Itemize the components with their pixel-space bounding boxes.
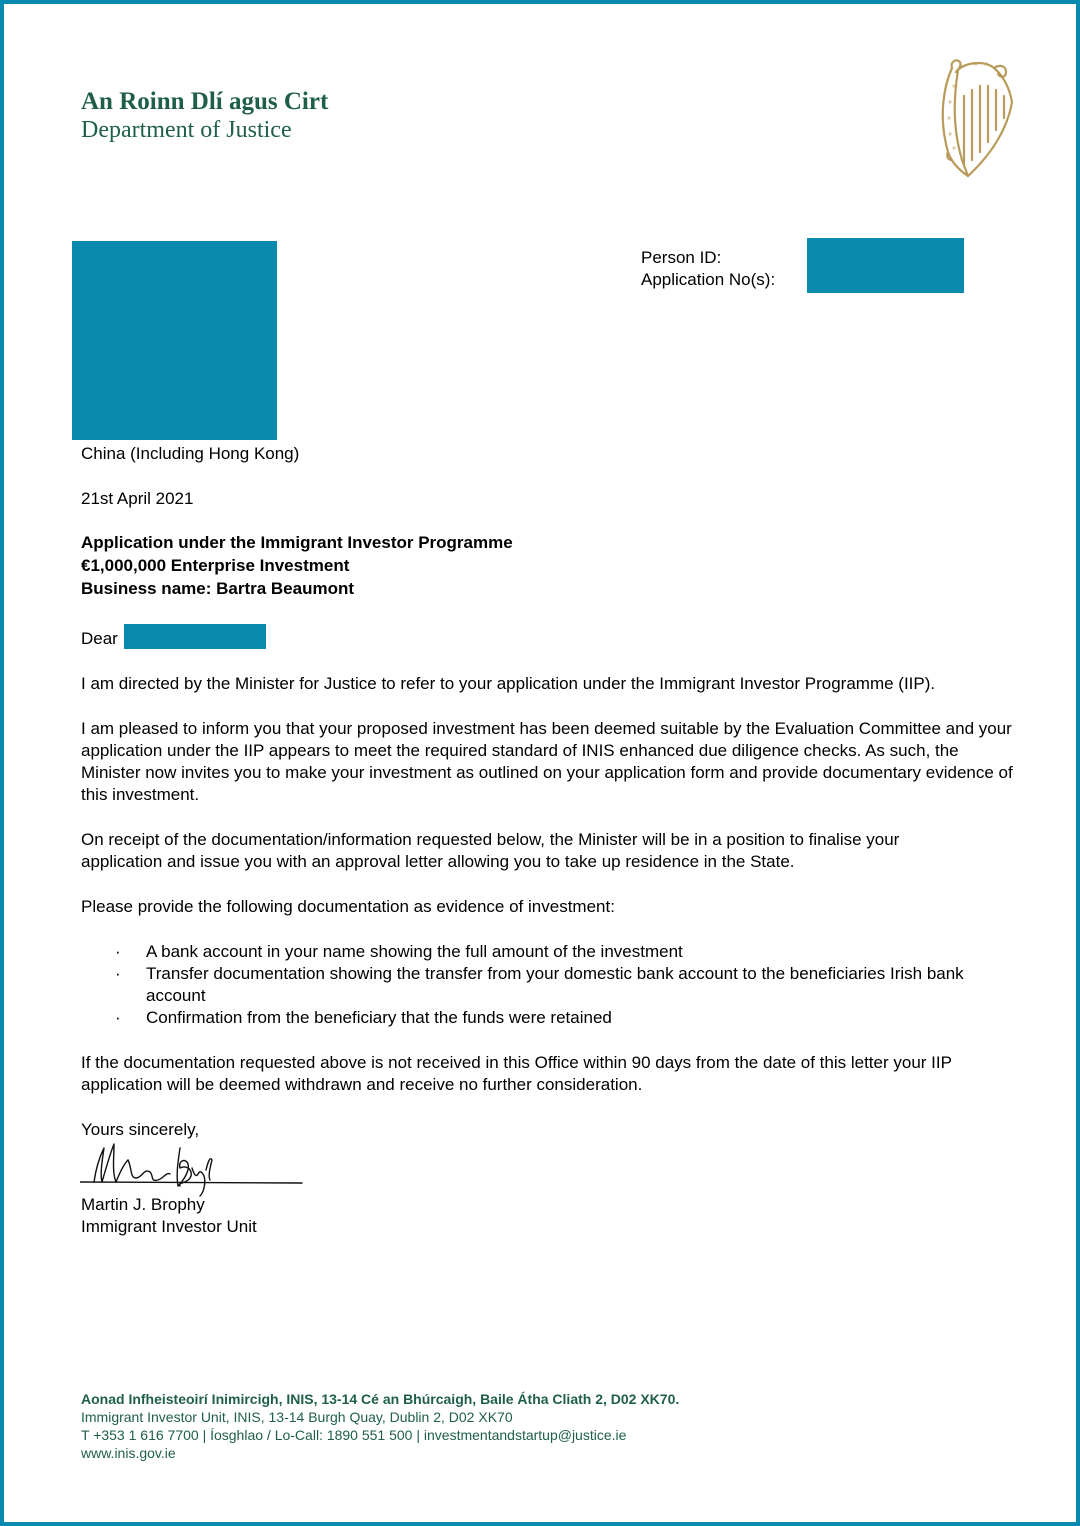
bullet-item: Confirmation from the beneficiary that the funds were retained bbox=[146, 1008, 612, 1027]
body-paragraph-1: I am directed by the Minister for Justice to refer to your application under the Immigrant Investor Programme (IIP). bbox=[81, 674, 936, 693]
salutation: Dear bbox=[81, 629, 118, 648]
signatory-name: Martin J. Brophy bbox=[81, 1195, 205, 1214]
department-name-irish: An Roinn Dlí agus Cirt bbox=[81, 88, 329, 115]
redacted-address-block bbox=[72, 241, 277, 440]
footer-address-irish: Aonad Infheisteoirí Inimircigh, INIS, 13-14 Cé an Bhúrcaigh, Baile Átha Cliath 2, D02 XK70. bbox=[81, 1391, 680, 1407]
bullet-mark: · bbox=[115, 942, 121, 961]
sign-off: Yours sincerely, bbox=[81, 1120, 200, 1139]
body-paragraph-3: On receipt of the documentation/information requested below, the Minister will be in a position to finalise your application and issue you with an approval letter allowing you to take up residence in the State. bbox=[81, 830, 900, 871]
signatory-unit: Immigrant Investor Unit bbox=[81, 1217, 257, 1236]
signature bbox=[80, 1138, 305, 1198]
subject-line-programme: Application under the Immigrant Investor Programme bbox=[81, 533, 513, 552]
footer-website: www.inis.gov.ie bbox=[81, 1445, 176, 1461]
department-name-english: Department of Justice bbox=[81, 117, 292, 143]
redacted-recipient-name bbox=[124, 624, 266, 649]
bullet-item: A bank account in your name showing the full amount of the investment bbox=[146, 942, 683, 961]
letter-date: 21st April 2021 bbox=[81, 489, 194, 508]
bullet-mark: · bbox=[115, 964, 121, 983]
redacted-reference-numbers bbox=[807, 238, 964, 293]
body-paragraph-4: Please provide the following documentation as evidence of investment: bbox=[81, 897, 615, 916]
subject-line-business: Business name: Bartra Beaumont bbox=[81, 579, 355, 598]
footer-address-english: Immigrant Investor Unit, INIS, 13-14 Burgh Quay, Dublin 2, D02 XK70 bbox=[81, 1409, 513, 1425]
bullet-item: Transfer documentation showing the transfer from your domestic bank account to the beneficiaries Irish bank account bbox=[146, 964, 964, 1005]
footer-contact: T +353 1 616 7700 | Íosghlao / Lo-Call: 1890 551 500 | investmentandstartup@justice.ie bbox=[81, 1427, 627, 1443]
subject-line-investment: €1,000,000 Enterprise Investment bbox=[81, 556, 350, 575]
harp-icon bbox=[934, 56, 1018, 180]
address-country: China (Including Hong Kong) bbox=[81, 444, 300, 463]
body-paragraph-2: I am pleased to inform you that your proposed investment has been deemed suitable by the Evaluation Committee and your application under the IIP appears to meet the required standard of INIS enhanced due diligence checks. As such, the Minister now invites you to make your investment as outlined on your application form and provide documentary evidence of this investment. bbox=[81, 719, 1013, 804]
body-paragraph-5: If the documentation requested above is not received in this Office within 90 days from the date of this letter your IIP application will be deemed withdrawn and receive no further consideration. bbox=[81, 1053, 952, 1094]
bullet-mark: · bbox=[115, 1008, 121, 1027]
application-number-label: Application No(s): bbox=[641, 270, 776, 289]
person-id-label: Person ID: bbox=[641, 248, 722, 267]
